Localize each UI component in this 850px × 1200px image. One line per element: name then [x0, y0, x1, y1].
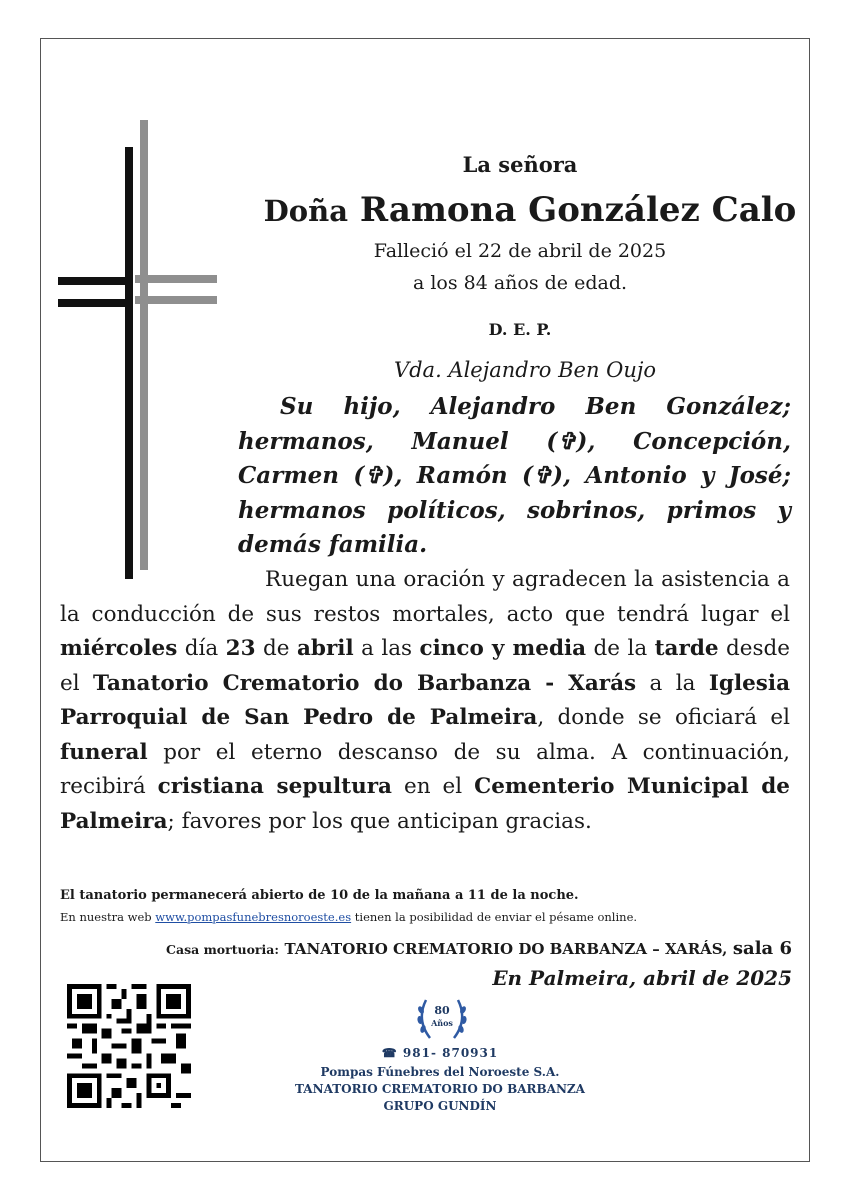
deceased-name — [200, 190, 850, 230]
company-block — [260, 1064, 620, 1115]
anniversary-logo — [412, 992, 472, 1048]
widow-line: Vda. Alejandro Ben Oujo — [393, 358, 657, 382]
company-tanatorio: TANATORIO CREMATORIO DO BARBANZA — [295, 1082, 585, 1096]
signoff: En Palmeira, abril de 2025 — [492, 966, 792, 990]
web-note: En nuestra web www.pompasfunebresnoroeste.es tienen la posibilidad de enviar el pésame online. — [60, 910, 638, 924]
svg-text:80: 80 — [434, 1004, 450, 1017]
title-line: La señora — [462, 152, 578, 177]
name-prefix: Doña — [263, 194, 349, 228]
ceremony-text: Ruegan una oración y agradecen la asistencia a la conducción de sus restos mortales, acto que tendrá lugar el miércoles día 23 de abril a las cinco y media de la tarde desde el Tanatorio Crematorio do Barbanza - Xarás a la Iglesia Parroquial de San Pedro de Palmeira, donde se oficiará el funeral por el eterno descanso de su alma. A continuación, recibirá cristiana sepultura en el Cementerio Municipal de Palmeira; favores por los que anticipan gracias. — [60, 567, 791, 834]
laurel-icon — [412, 992, 472, 1048]
company-name: Pompas Fúnebres del Noroeste S.A. — [320, 1065, 560, 1079]
hours-note: El tanatorio permanecerá abierto de 10 de la mañana a 11 de la noche. — [60, 888, 579, 903]
name-main: Ramona González Calo — [359, 190, 797, 230]
phone-icon: ☎ — [381, 1046, 398, 1060]
qr-code[interactable] — [67, 984, 191, 1108]
dep-line: D. E. P. — [488, 320, 552, 339]
death-date: Falleció el 22 de abril de 2025 — [373, 240, 667, 262]
family-text: Su hijo, Alejandro Ben González; hermanos, Manuel (✞), Concepción, Carmen (✞), Ramón (✞), Antonio y José; hermanos políticos, sobrinos, primos y demás familia. — [238, 393, 791, 558]
mortuary-line: Casa mortuoria: TANATORIO CREMATORIO DO BARBANZA – XARÁS, sala 6 — [166, 938, 792, 959]
age: a los 84 años de edad. — [412, 272, 628, 294]
company-group: GRUPO GUNDÍN — [383, 1099, 497, 1113]
phone-number: 981- 870931 — [402, 1046, 499, 1060]
website-link[interactable]: www.pompasfunebresnoroeste.es — [155, 910, 352, 924]
phone-line — [300, 1046, 580, 1060]
svg-text:Años: Años — [431, 1018, 453, 1028]
